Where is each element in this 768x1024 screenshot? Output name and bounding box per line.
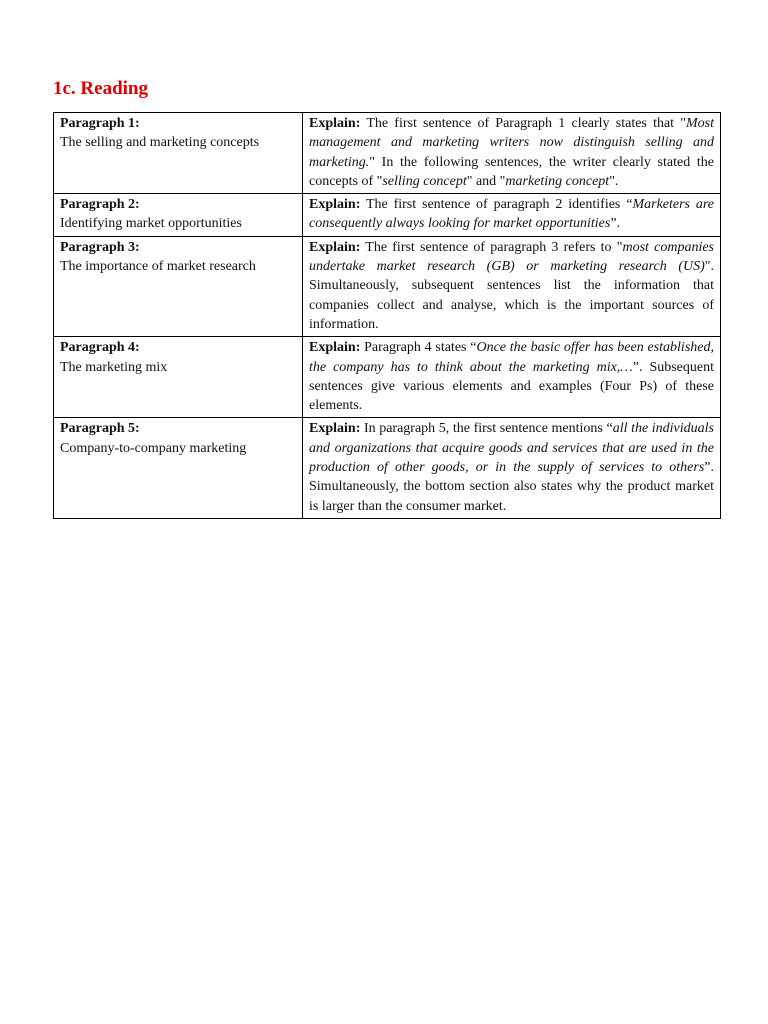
table-row (54, 337, 721, 418)
explain-cell (303, 194, 721, 237)
explain-text: " In the following sentences, the writer clearly stated the concepts of " (309, 154, 714, 189)
explain-text: The first sentence of paragraph 3 refers to " (360, 239, 623, 255)
quoted-text: marketing concept (505, 173, 610, 189)
paragraph-topic: Identifying market opportunities (60, 216, 242, 232)
quoted-text: Marketers are consequently always looking for market opportunities (309, 197, 714, 232)
explain-label: Explain: (309, 197, 361, 213)
paragraph-topic: The marketing mix (60, 359, 168, 375)
quoted-text: Once the basic offer has been established, the company has to think about the marketing mix,… (309, 340, 714, 375)
paragraph-label: Paragraph 4: (60, 340, 140, 356)
explain-text: ”. Subsequent sentences give various elements and examples (Four Ps) of these elements. (309, 359, 714, 414)
explain-label: Explain: (309, 239, 361, 255)
explain-text: The first sentence of Paragraph 1 clearly states that " (360, 116, 686, 131)
paragraph-cell (54, 337, 303, 418)
paragraph-cell (54, 236, 303, 336)
table-row (54, 418, 721, 518)
paragraph-label: Paragraph 2: (60, 197, 140, 213)
paragraph-cell (54, 418, 303, 518)
explain-cell (303, 418, 721, 518)
explain-text: The first sentence of paragraph 2 identifies “ (360, 197, 633, 213)
explain-cell (303, 236, 721, 336)
quoted-text: Most management and marketing writers now distinguish selling and marketing. (309, 116, 714, 170)
explain-text: ". (609, 173, 619, 189)
explain-text: ". Simultaneously, subsequent sentences list the information that companies collect and analyse, which is the important sources of information. (309, 259, 714, 332)
quoted-text: most companies undertake market research (GB) or marketing research (US) (309, 239, 715, 275)
explain-text: ”. Simultaneously, the bottom section also states why the product market is larger than the consumer market. (309, 460, 714, 514)
page-title: 1c. Reading (53, 78, 148, 99)
paragraph-topic: Company-to-company marketing (60, 440, 247, 456)
explain-cell (303, 337, 721, 418)
table-row (54, 113, 721, 194)
paragraph-label: Paragraph 3: (60, 239, 140, 255)
paragraph-label: Paragraph 5: (60, 421, 140, 437)
explain-text: In paragraph 5, the first sentence mentions “ (360, 421, 613, 437)
paragraph-label: Paragraph 1: (60, 116, 140, 131)
explain-text: Paragraph 4 states “ (360, 340, 477, 356)
paragraph-topic: The selling and marketing concepts (60, 135, 260, 151)
paragraph-cell (54, 113, 303, 194)
paragraph-topic: The importance of market research (60, 259, 256, 275)
explain-text: " and " (466, 173, 506, 189)
table-row (54, 236, 721, 336)
table-row (54, 194, 721, 237)
reading-table (53, 112, 721, 519)
explain-label: Explain: (309, 421, 361, 437)
explain-cell (303, 113, 721, 194)
explain-label: Explain: (309, 340, 361, 356)
explain-label: Explain: (309, 116, 361, 131)
quoted-text: selling concept (382, 173, 467, 189)
paragraph-cell (54, 194, 303, 237)
explain-text: ”. (610, 216, 621, 232)
quoted-text: all the individuals and organizations that acquire goods and services that are used in the production of other goods, or in the supply of services to others (309, 421, 714, 476)
